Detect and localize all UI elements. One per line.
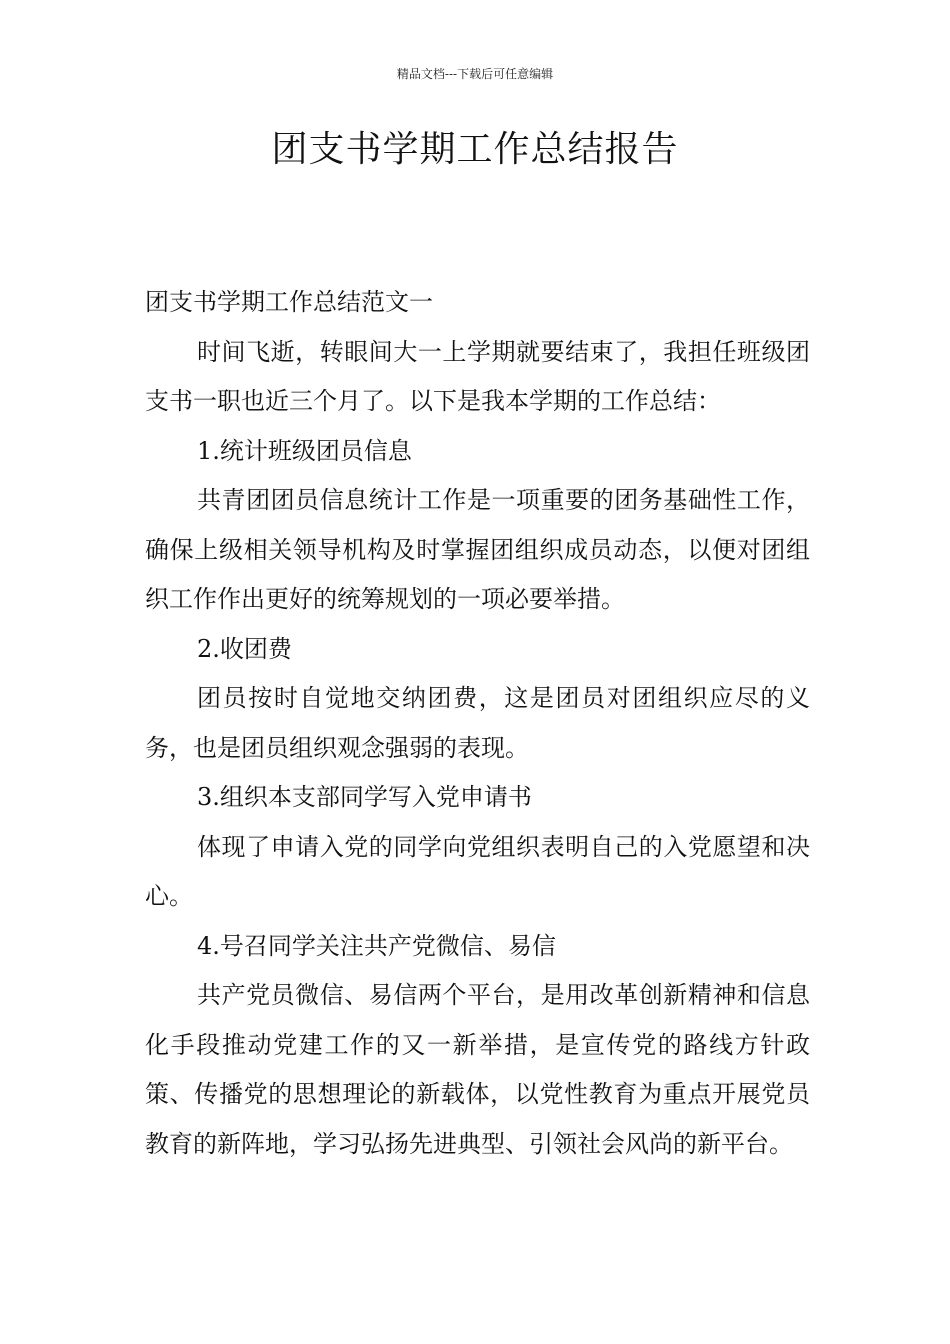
item-heading-2: 2.收团费	[197, 634, 292, 663]
section-heading: 团支书学期工作总结范文一	[145, 288, 433, 316]
paragraph-item-2: 团员按时自觉地交纳团费，这是团员对团组织应尽的义务，也是团员组织观念强弱的表现。	[145, 684, 810, 762]
document-body	[145, 278, 810, 1169]
document-title: 团支书学期工作总结报告	[271, 129, 679, 170]
header-note: 精品文档---下载后可任意编辑	[396, 67, 554, 81]
item-heading-1: 1.统计班级团员信息	[197, 436, 412, 465]
paragraph-item-4: 共产党员微信、易信两个平台，是用改革创新精神和信息化手段推动党建工作的又一新举措，是宣传党的路线方针政策、传播党的思想理论的新载体，以党性教育为重点开展党员教育的新阵地，学习弘扬先进典型、引领社会风尚的新平台。	[145, 981, 810, 1158]
paragraph-intro: 时间飞逝，转眼间大一上学期就要结束了，我担任班级团支书一职也近三个月了。以下是我本学期的工作总结：	[145, 337, 810, 415]
item-heading-4: 4.号召同学关注共产党微信、易信	[197, 931, 556, 960]
item-heading-3: 3.组织本支部同学写入党申请书	[197, 783, 532, 811]
paragraph-item-3: 体现了申请入党的同学向党组织表明自己的入党愿望和决心。	[145, 832, 810, 910]
paragraph-item-1: 共青团团员信息统计工作是一项重要的团务基础性工作，确保上级相关领导机构及时掌握团组织成员动态，以便对团组织工作作出更好的统筹规划的一项必要举措。	[145, 486, 810, 613]
